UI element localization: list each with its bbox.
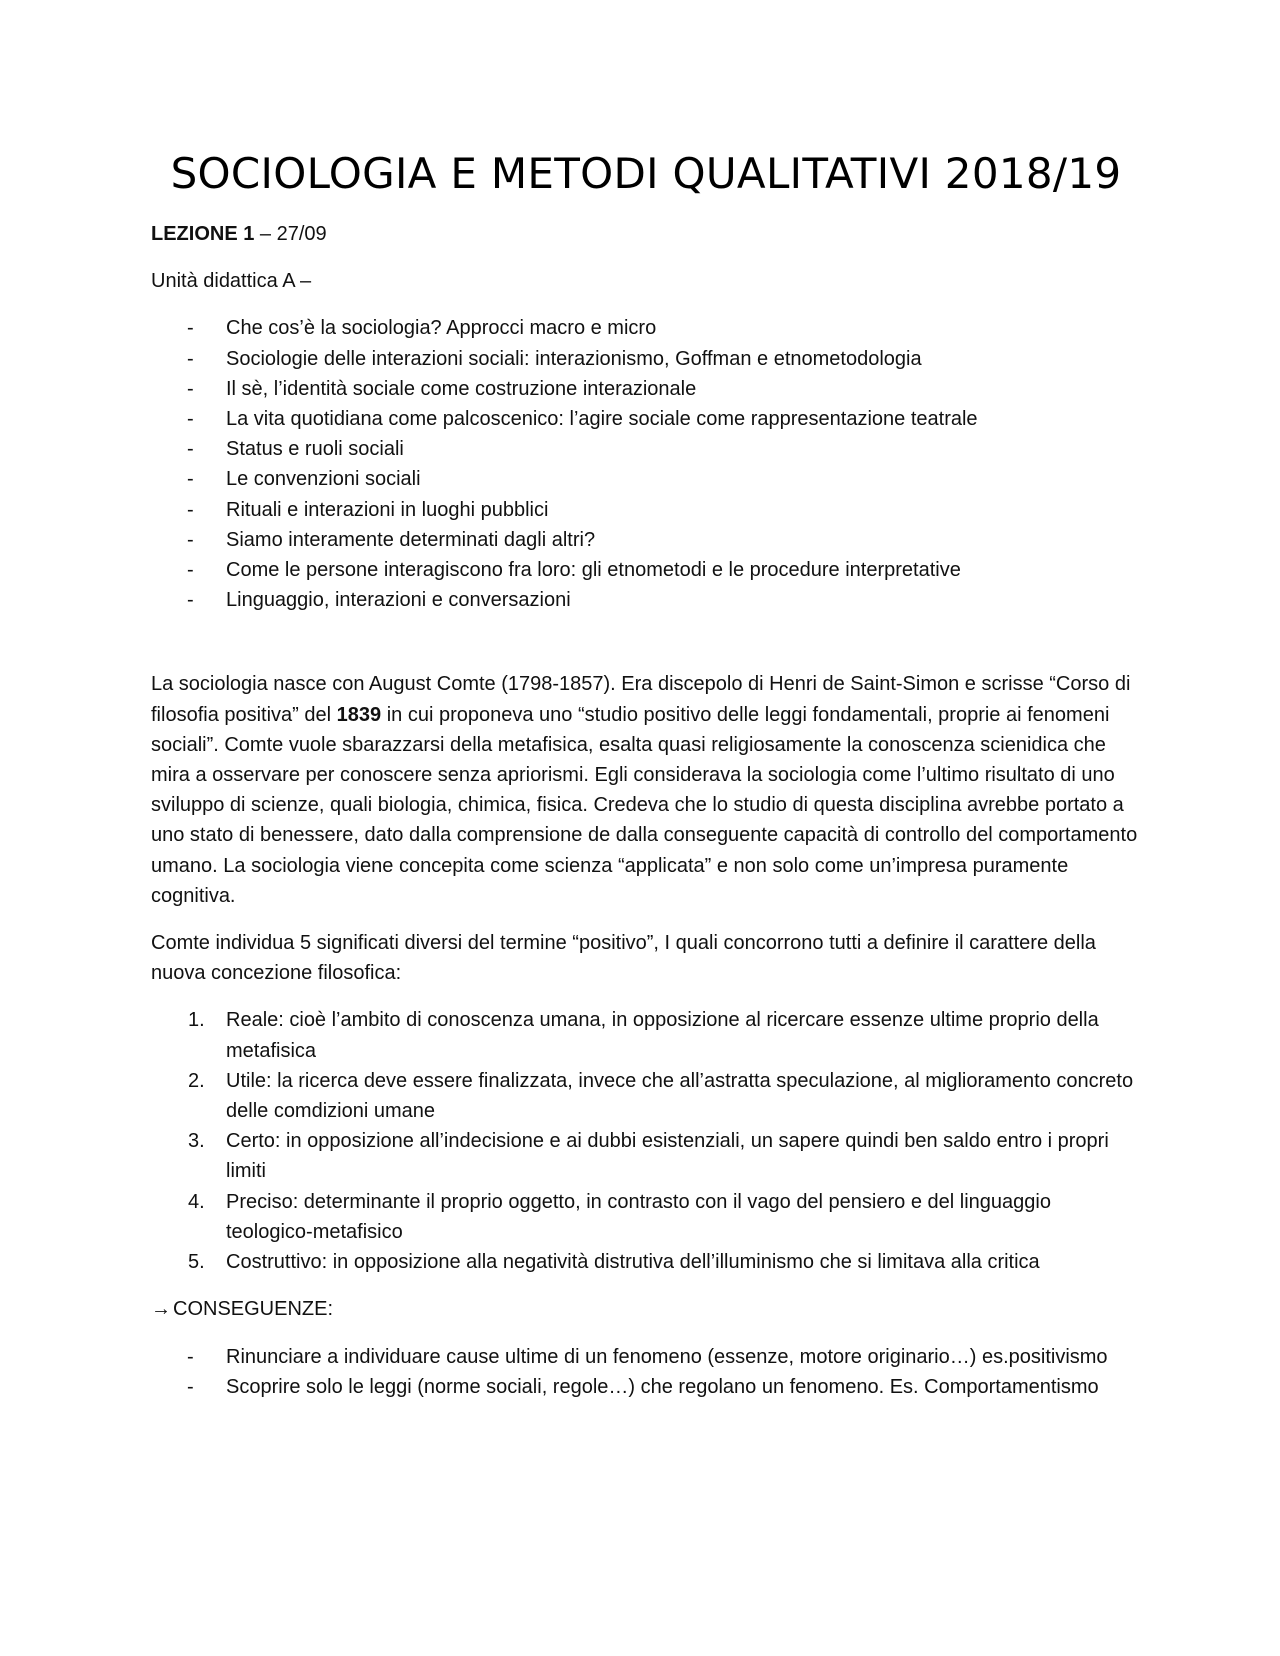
spacer <box>151 632 1141 669</box>
consequences-heading: → CONSEGUENZE: <box>151 1298 334 1321</box>
list-item: - Come le persone interagiscono fra loro: gli etnometodi e le procedure interpretative <box>151 555 1141 585</box>
list-item: - Scoprire solo le leggi (norme sociali, regole…) che regolano un fenomeno. Es. Comportamentismo <box>151 1372 1141 1402</box>
dash-marker: - <box>187 408 194 431</box>
document-body <box>151 219 1141 1419</box>
list-item: - Rinunciare a individuare cause ultime di un fenomeno (essenze, motore originario…) es.positivismo <box>151 1342 1141 1372</box>
number-marker: 5. <box>188 1251 205 1274</box>
paragraph-comte: La sociologia nasce con August Comte (1798-1857). Era discepolo di Henri de Saint-Simon e scrisse “Corso di filosofia positiva” del 1839 in cui proponeva uno “studio positivo delle leggi fondamentali, proprie ai fenomeni sociali”. Comte vuole sbarazzarsi della metafisica, esalta quasi religiosamente la conoscenza scienidica che mira a osservare per conoscere senza apriorismi. Egli considerava la sociologia come l’ultimo risultato di uno sviluppo di scienze, quali biologia, chimica, fisica. Credeva che lo studio di questa disciplina avrebbe portato a uno stato di benessere, dato dalla comprensione de dalla conseguente capacità di controllo del comportamento umano. La sociologia viene concepita come scienza “applicata” e non solo come un’impresa puramente cognitiva. <box>151 673 1138 907</box>
list-item: - La vita quotidiana come palcoscenico: l’agire sociale come rappresentazione teatrale <box>151 404 1141 434</box>
list-item: - Linguaggio, interazioni e conversazioni <box>151 585 1141 615</box>
list-item: 4. Preciso: determinante il proprio oggetto, in contrasto con il vago del pensiero e del linguaggio teologico-metafisico <box>151 1187 1141 1247</box>
year-highlight: 1839 <box>336 703 382 726</box>
topics-list <box>151 313 1141 615</box>
list-item: - Il sè, l’identità sociale come costruzione interazionale <box>151 374 1141 404</box>
dash-marker: - <box>187 438 194 461</box>
dash-marker: - <box>187 498 194 521</box>
number-marker: 1. <box>188 1009 205 1032</box>
list-item: - Rituali e interazioni in luoghi pubblici <box>151 495 1141 525</box>
list-item: 3. Certo: in opposizione all’indecisione e ai dubbi esistenziali, un sapere quindi ben saldo entro i propri limiti <box>151 1126 1141 1186</box>
list-item: 2. Utile: la ricerca deve essere finalizzata, invece che all’astratta speculazione, al miglioramento concreto delle comdizioni umane <box>151 1066 1141 1126</box>
list-item: - Le convenzioni sociali <box>151 464 1141 494</box>
unit-heading: Unità didattica A – <box>151 270 312 293</box>
dash-marker: - <box>187 528 194 551</box>
dash-marker: - <box>187 377 194 400</box>
dash-marker: - <box>187 468 194 491</box>
number-marker: 2. <box>188 1069 205 1092</box>
list-item: 1. Reale: cioè l’ambito di conoscenza umana, in opposizione al ricercare essenze ultime proprio della metafisica <box>151 1005 1141 1065</box>
paragraph-positive: Comte individua 5 significati diversi del termine “positivo”, I quali concorrono tutti a definire il carattere della nuova concezione filosofica: <box>151 932 1096 985</box>
meanings-list <box>151 1005 1141 1277</box>
list-item: - Status e ruoli sociali <box>151 434 1141 464</box>
dash-marker: - <box>187 317 194 340</box>
list-item: - Sociologie delle interazioni sociali: interazionismo, Goffman e etnometodologia <box>151 344 1141 374</box>
dash-marker: - <box>187 559 194 582</box>
document-title: SOCIOLOGIA E METODI QUALITATIVI 2018/19 <box>170 149 1122 198</box>
lesson-label: LEZIONE 1 <box>151 223 255 245</box>
lesson-date: – 27/09 <box>254 223 327 245</box>
list-item: - Che cos’è la sociologia? Approcci macro e micro <box>151 313 1141 343</box>
consequences-list <box>151 1342 1141 1402</box>
list-item: - Siamo interamente determinati dagli altri? <box>151 525 1141 555</box>
right-arrow-icon: → <box>151 1298 171 1321</box>
dash-marker: - <box>187 347 194 370</box>
dash-marker: - <box>187 589 194 612</box>
number-marker: 3. <box>188 1130 205 1153</box>
dash-marker: - <box>187 1375 194 1398</box>
list-item: 5. Costruttivo: in opposizione alla negatività distrutiva dell’illuminismo che si limitava alla critica <box>151 1247 1141 1277</box>
number-marker: 4. <box>188 1190 205 1213</box>
dash-marker: - <box>187 1345 194 1368</box>
lesson-heading <box>151 219 1141 249</box>
